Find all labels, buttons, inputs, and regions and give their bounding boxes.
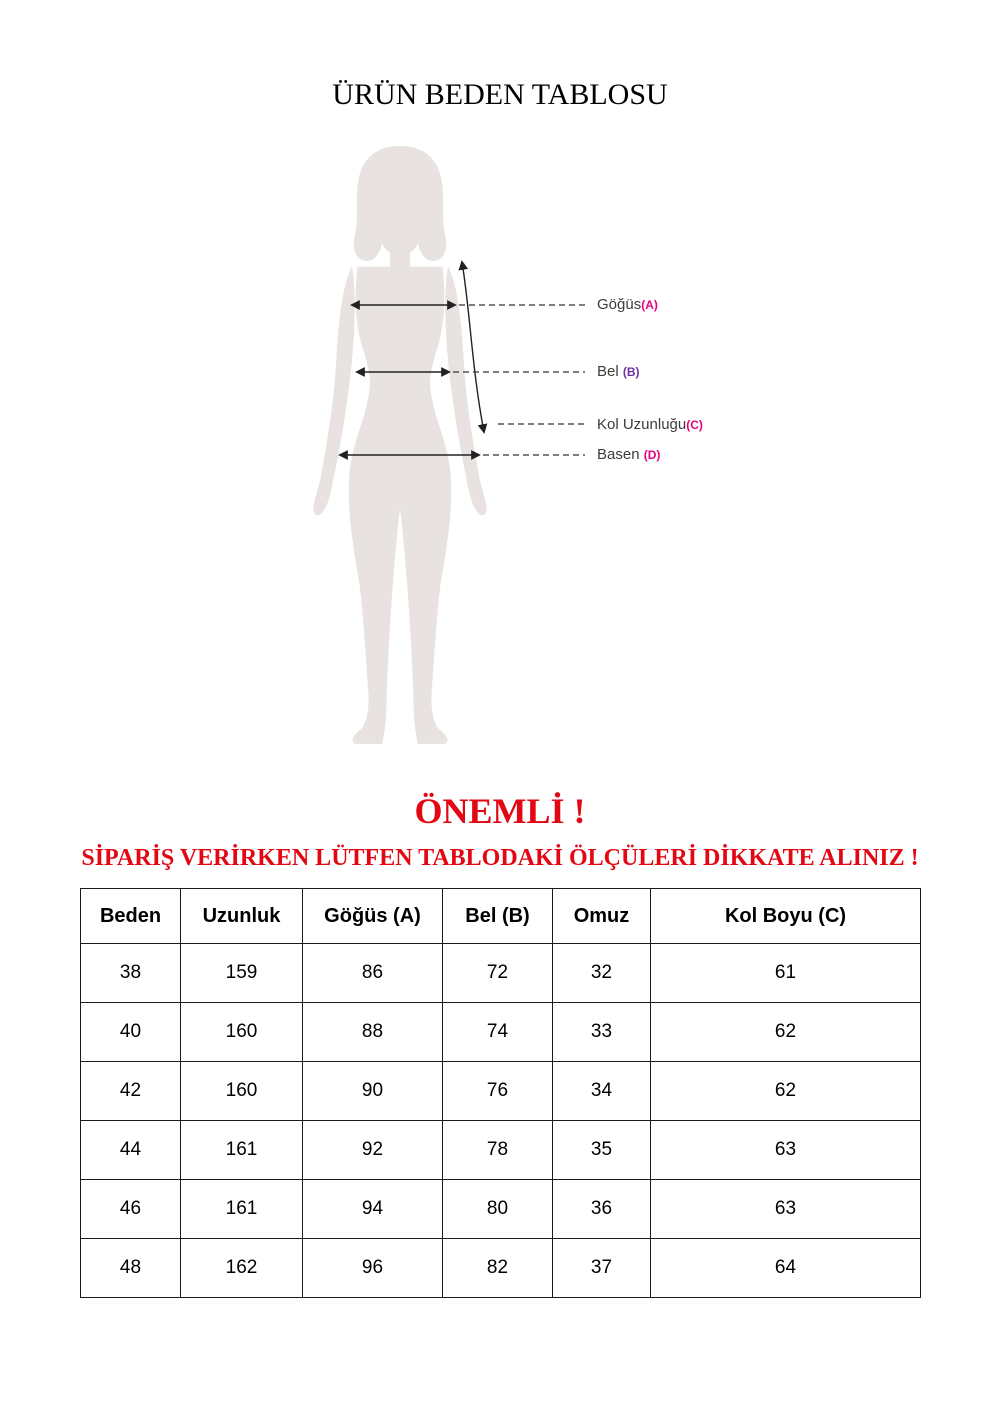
measure-text-waist: Bel	[597, 363, 623, 380]
measure-label-waist	[597, 363, 640, 380]
table-cell: 40	[81, 1003, 181, 1062]
table-cell: 162	[181, 1239, 303, 1298]
table-cell: 72	[443, 944, 553, 1003]
silhouette-neck	[390, 239, 410, 269]
measure-label-chest	[597, 296, 658, 313]
table-cell: 38	[81, 944, 181, 1003]
table-cell: 86	[303, 944, 443, 1003]
important-heading: ÖNEMLİ !	[414, 791, 586, 831]
table-cell: 62	[651, 1062, 921, 1121]
size-table	[80, 888, 921, 1298]
table-cell: 35	[553, 1121, 651, 1180]
table-cell: 48	[81, 1239, 181, 1298]
table-cell: 63	[651, 1180, 921, 1239]
table-header-row	[81, 889, 921, 944]
table-row	[81, 1062, 921, 1121]
column-header-gogus: Göğüs (A)	[303, 889, 443, 944]
table-cell: 44	[81, 1121, 181, 1180]
table-row	[81, 944, 921, 1003]
table-cell: 88	[303, 1003, 443, 1062]
table-cell: 34	[553, 1062, 651, 1121]
table-cell: 80	[443, 1180, 553, 1239]
column-header-bel: Bel (B)	[443, 889, 553, 944]
table-cell: 161	[181, 1180, 303, 1239]
table-cell: 33	[553, 1003, 651, 1062]
table-cell: 159	[181, 944, 303, 1003]
table-cell: 61	[651, 944, 921, 1003]
column-header-beden: Beden	[81, 889, 181, 944]
measure-label-hip	[597, 446, 660, 463]
table-cell: 42	[81, 1062, 181, 1121]
table-cell: 92	[303, 1121, 443, 1180]
table-cell: 32	[553, 944, 651, 1003]
female-silhouette	[313, 146, 486, 744]
table-row	[81, 1239, 921, 1298]
column-header-kol-boyu: Kol Boyu (C)	[651, 889, 921, 944]
table-cell: 78	[443, 1121, 553, 1180]
column-header-omuz: Omuz	[553, 889, 651, 944]
table-cell: 37	[553, 1239, 651, 1298]
table-cell: 161	[181, 1121, 303, 1180]
table-cell: 96	[303, 1239, 443, 1298]
table-row	[81, 1003, 921, 1062]
table-cell: 160	[181, 1062, 303, 1121]
silhouette-left-arm	[313, 267, 354, 516]
measure-code-3: (D)	[643, 448, 661, 462]
table-cell: 76	[443, 1062, 553, 1121]
warning-line: SİPARİŞ VERİRKEN LÜTFEN TABLODAKİ ÖLÇÜLERİ DİKKATE ALINIZ !	[81, 845, 919, 871]
table-cell: 160	[181, 1003, 303, 1062]
measure-text-hip: Basen	[597, 446, 644, 463]
table-cell: 90	[303, 1062, 443, 1121]
measure-code-0: (A)	[641, 298, 658, 312]
measure-text-chest: Göğüs	[597, 296, 642, 313]
measure-text-arm-length: Kol Uzunluğu	[597, 416, 687, 433]
silhouette-right-arm	[445, 267, 486, 516]
table-cell: 94	[303, 1180, 443, 1239]
table-cell: 36	[553, 1180, 651, 1239]
table-row	[81, 1121, 921, 1180]
table-cell: 62	[651, 1003, 921, 1062]
table-cell: 82	[443, 1239, 553, 1298]
table-row	[81, 1180, 921, 1239]
measure-code-2: (C)	[686, 418, 703, 432]
column-header-uzunluk: Uzunluk	[181, 889, 303, 944]
measure-label-arm-length	[597, 416, 703, 433]
measure-code-1: (B)	[622, 365, 640, 379]
table-cell: 64	[651, 1239, 921, 1298]
table-cell: 46	[81, 1180, 181, 1239]
table-cell: 63	[651, 1121, 921, 1180]
silhouette-torso-legs	[349, 267, 452, 744]
page-title: ÜRÜN BEDEN TABLOSU	[332, 78, 668, 111]
table-cell: 74	[443, 1003, 553, 1062]
